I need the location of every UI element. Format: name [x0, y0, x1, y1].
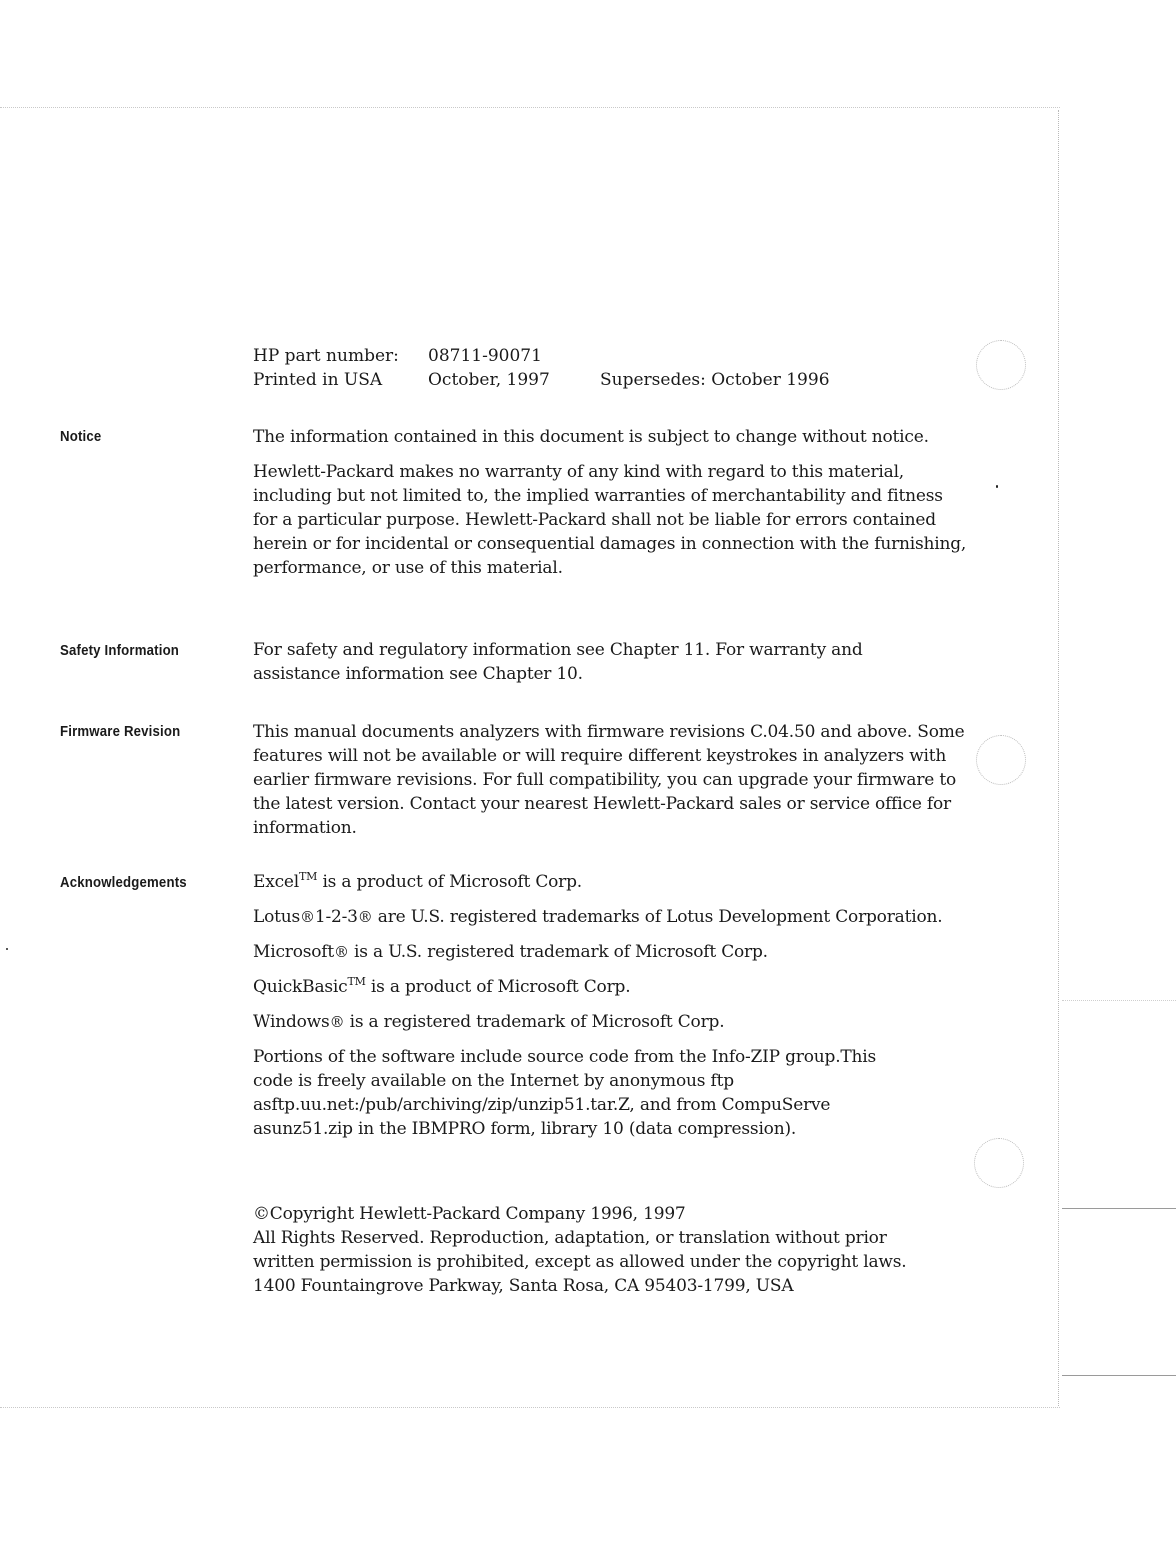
document-header: [253, 344, 830, 392]
printed-location: Printed in USA: [253, 370, 383, 390]
copyright-line: ©Copyright Hewlett-Packard Company 1996, 1997: [253, 1204, 686, 1224]
part-number-label: HP part number:: [253, 346, 399, 366]
notice-paragraph: The information contained in this document is subject to change without notice.: [253, 427, 929, 447]
binder-hole: [976, 340, 1026, 390]
trademark-excel: Excel™ is a product of Microsoft Corp.: [253, 870, 582, 892]
binder-hole: [974, 1138, 1024, 1188]
acknowledgements-section: [253, 870, 953, 1141]
copyright-line: All Rights Reserved. Reproduction, adaptation, or translation without prior: [253, 1228, 887, 1248]
safety-section: [253, 638, 933, 686]
trademark-microsoft: Microsoft® is a U.S. registered trademark of Microsoft Corp.: [253, 942, 768, 962]
page-edge-right: [1058, 110, 1059, 1406]
scan-dotted-border-top: [0, 107, 1060, 108]
part-number: 08711-90071: [428, 346, 542, 366]
trademark-windows: Windows® is a registered trademark of Microsoft Corp.: [253, 1012, 725, 1032]
acknowledgements-heading: Acknowledgements: [60, 874, 187, 891]
page-edge-mark: [1062, 1208, 1176, 1209]
trademark-quickbasic: QuickBasic™ is a product of Microsoft Corp.: [253, 975, 631, 997]
firmware-section: [253, 720, 971, 840]
scan-speck: [6, 948, 8, 950]
company-address: 1400 Fountaingrove Parkway, Santa Rosa, CA 95403-1799, USA: [253, 1276, 794, 1296]
infozip-paragraph: Portions of the software include source code from the Info-ZIP group.This code is freely available on the Internet by anonymous ftp asftp.uu.net:/pub/archiving/zip/unzip51.tar.Z, and from CompuServe asunz51.zip in the IBMPRO form, library 10 (data compression).: [253, 1047, 877, 1139]
trademark-lotus: Lotus®1-2-3® are U.S. registered trademarks of Lotus Development Corporation.: [253, 907, 943, 927]
notice-heading: Notice: [60, 428, 102, 445]
firmware-paragraph: This manual documents analyzers with firmware revisions C.04.50 and above. Some features will not be available or will require different keystrokes in analyzers with earlier firmware revisions. For full compatibility, you can upgrade your firmware to the latest version. Contact your nearest Hewlett-Packard sales or service office for information.: [253, 722, 965, 838]
binder-hole: [976, 735, 1026, 785]
page-edge-mark: [1062, 1375, 1176, 1376]
page-edge-mark: [1062, 1000, 1176, 1001]
safety-paragraph: For safety and regulatory information see Chapter 11. For warranty and assistance information see Chapter 10.: [253, 640, 863, 684]
scan-dotted-border-bottom: [0, 1407, 1060, 1408]
copyright-block: [253, 1202, 973, 1298]
notice-section: [253, 425, 967, 580]
print-info-row: [253, 368, 830, 392]
supersedes: Supersedes: October 1996: [600, 370, 830, 390]
scan-speck: [996, 485, 998, 488]
notice-paragraph: Hewlett-Packard makes no warranty of any kind with regard to this material, including but not limited to, the implied warranties of merchantability and fitness for a particular purpose. Hewlett-Packard shall not be liable for errors contained herein or for incidental or consequential damages in connection with the furnishing, performance, or use of this material.: [253, 462, 967, 578]
safety-heading: Safety Information: [60, 642, 180, 659]
firmware-heading: Firmware Revision: [60, 723, 181, 740]
print-date: October, 1997: [428, 370, 550, 390]
copyright-line: written permission is prohibited, except as allowed under the copyright laws.: [253, 1252, 907, 1272]
part-number-row: [253, 344, 830, 368]
